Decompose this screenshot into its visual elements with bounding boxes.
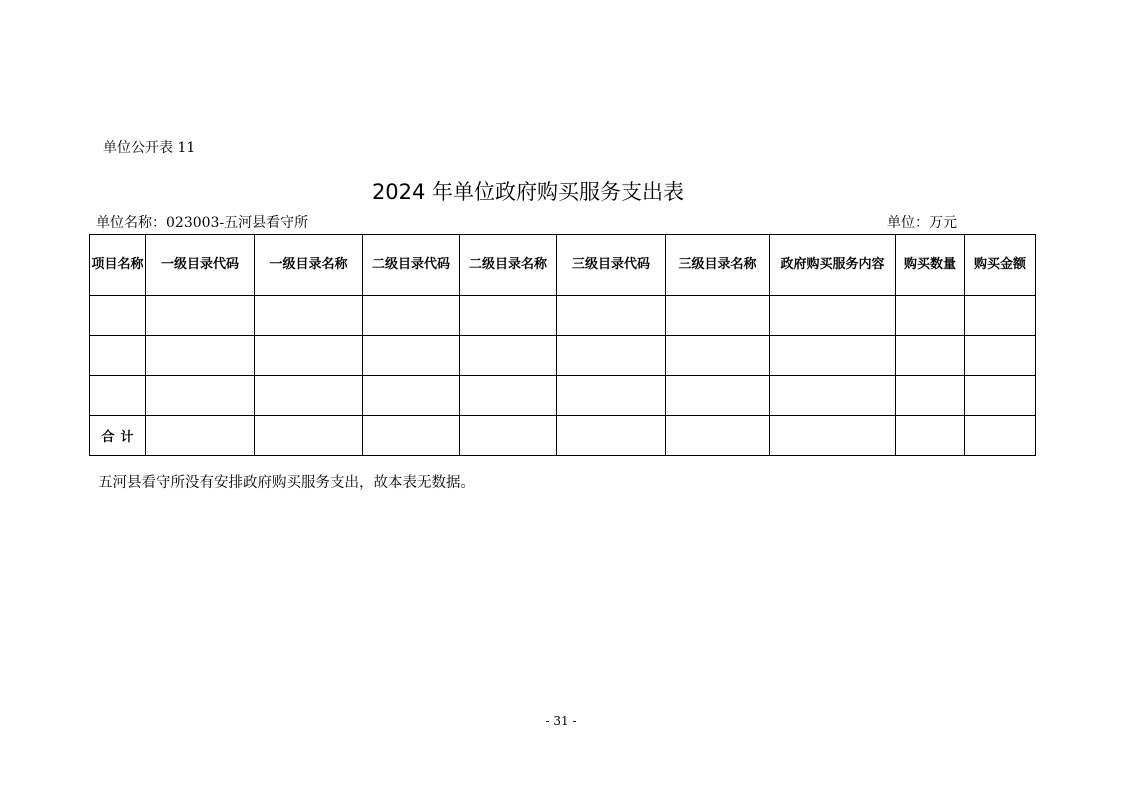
table-cell <box>770 296 896 336</box>
total-cell <box>146 416 255 456</box>
header-level2-name: 二级目录名称 <box>460 235 557 296</box>
table-cell <box>557 376 666 416</box>
page-title: 2024 年单位政府购买服务支出表 <box>371 180 685 204</box>
table-cell <box>770 376 896 416</box>
table-cell <box>666 376 770 416</box>
header-quantity: 购买数量 <box>896 235 965 296</box>
table-cell <box>770 336 896 376</box>
table-cell <box>255 336 363 376</box>
total-cell <box>255 416 363 456</box>
table-cell <box>965 336 1036 376</box>
table-cell <box>965 376 1036 416</box>
header-level1-code: 一级目录代码 <box>146 235 255 296</box>
unit-name: 单位名称：023003-五河县看守所 <box>96 215 309 231</box>
table-cell <box>90 296 146 336</box>
table-cell <box>146 296 255 336</box>
table-row <box>90 376 1036 416</box>
table-id: 单位公开表 11 <box>103 140 196 156</box>
total-cell <box>557 416 666 456</box>
total-cell <box>460 416 557 456</box>
expense-table <box>89 234 1036 456</box>
table-row <box>90 336 1036 376</box>
total-label: 合计 <box>90 416 146 456</box>
table-cell <box>666 296 770 336</box>
currency-unit: 单位：万元 <box>887 215 957 231</box>
table-cell <box>896 376 965 416</box>
table-cell <box>460 376 557 416</box>
header-row <box>90 235 1036 296</box>
header-level3-name: 三级目录名称 <box>666 235 770 296</box>
page-number: - 31 - <box>545 714 577 728</box>
total-cell <box>666 416 770 456</box>
table-cell <box>557 336 666 376</box>
table-cell <box>146 376 255 416</box>
header-service-content: 政府购买服务内容 <box>770 235 896 296</box>
table-cell <box>557 296 666 336</box>
total-cell <box>770 416 896 456</box>
table-cell <box>363 336 460 376</box>
total-cell <box>896 416 965 456</box>
header-level1-name: 一级目录名称 <box>255 235 363 296</box>
total-row <box>90 416 1036 456</box>
table-cell <box>460 296 557 336</box>
header-level3-code: 三级目录代码 <box>557 235 666 296</box>
total-cell <box>363 416 460 456</box>
table-cell <box>255 376 363 416</box>
total-cell <box>965 416 1036 456</box>
header-level2-code: 二级目录代码 <box>363 235 460 296</box>
no-data-note: 五河县看守所没有安排政府购买服务支出，故本表无数据。 <box>98 475 475 491</box>
table-cell <box>363 296 460 336</box>
table-cell <box>146 336 255 376</box>
table-cell <box>896 296 965 336</box>
header-item-name: 项目名称 <box>90 235 146 296</box>
table-cell <box>896 336 965 376</box>
header-amount: 购买金额 <box>965 235 1036 296</box>
table-cell <box>90 376 146 416</box>
table-cell <box>666 336 770 376</box>
table-cell <box>965 296 1036 336</box>
table-cell <box>90 336 146 376</box>
table-row <box>90 296 1036 336</box>
table-cell <box>255 296 363 336</box>
table-cell <box>363 376 460 416</box>
table-cell <box>460 336 557 376</box>
